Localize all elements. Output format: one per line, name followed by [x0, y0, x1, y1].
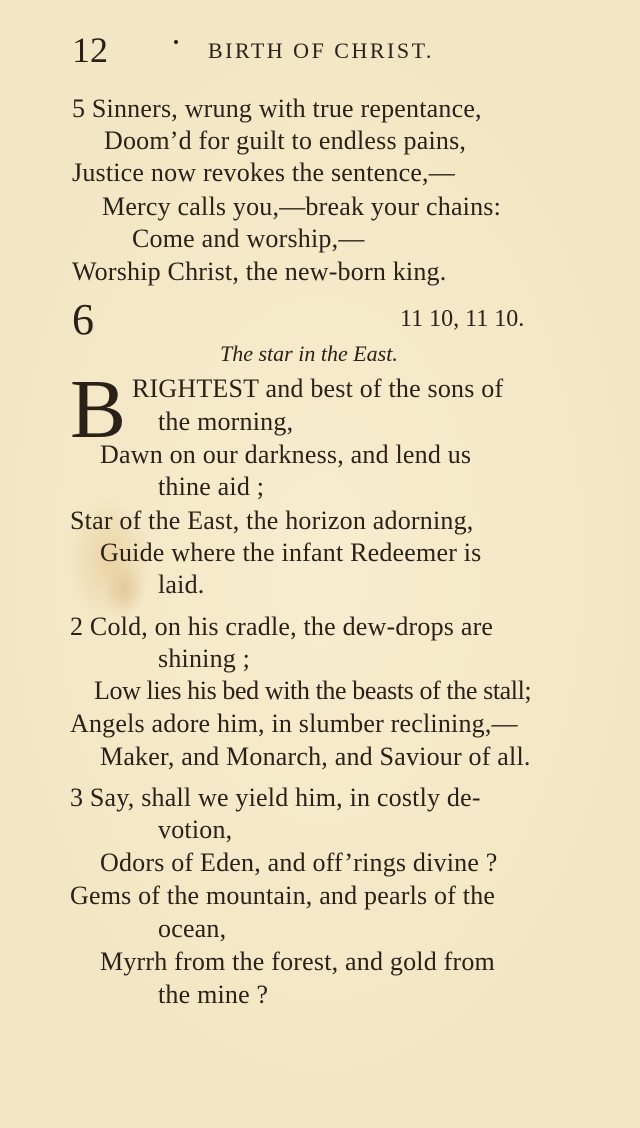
- stanza-1-line: Star of the East, the horizon adorning,: [70, 506, 474, 535]
- page-number: 12: [72, 30, 108, 70]
- hymn-subtitle: The star in the East.: [220, 341, 398, 366]
- prev-hymn-line: Come and worship,—: [132, 224, 365, 253]
- stanza-2-line: Low lies his bed with the beasts of the stall;: [94, 676, 532, 705]
- prev-hymn-line: Worship Christ, the new-born king.: [72, 257, 447, 286]
- stanza-3-line: Odors of Eden, and off’rings divine ?: [100, 848, 498, 877]
- hymn-number: 6: [72, 295, 94, 344]
- stanza-3-line: ocean,: [158, 914, 227, 943]
- stanza-3-line: Myrrh from the forest, and gold from: [100, 947, 495, 976]
- stanza-1-line: the morning,: [158, 407, 294, 436]
- stanza-2-line: 2 Cold, on his cradle, the dew-drops are: [70, 612, 494, 641]
- stanza-3-line: the mine ?: [158, 980, 269, 1009]
- stanza-1-line: Dawn on our darkness, and lend us: [100, 440, 472, 469]
- prev-hymn-line: Mercy calls you,—break your chains:: [102, 192, 502, 221]
- stanza-3-line: Gems of the mountain, and pearls of the: [70, 881, 496, 910]
- running-head: BIRTH OF CHRIST.: [208, 38, 434, 63]
- drop-cap-letter: B: [70, 363, 127, 456]
- stanza-1-line: thine aid ;: [158, 472, 265, 501]
- stanza-1-line: RIGHTEST and best of the sons of: [132, 374, 504, 403]
- stanza-2-line: Angels adore him, in slumber reclining,—: [70, 709, 518, 738]
- prev-hymn-line: 5 Sinners, wrung with true repentance,: [72, 94, 482, 123]
- stanza-1-line: laid.: [158, 570, 205, 599]
- stanza-1-line: Guide where the infant Redeemer is: [100, 538, 482, 567]
- stanza-2-line: shining ;: [158, 644, 251, 673]
- hymn-meter: 11 10, 11 10.: [400, 306, 525, 332]
- stanza-3-line: 3 Say, shall we yield him, in costly de-: [70, 783, 481, 812]
- stanza-3-line: votion,: [158, 815, 233, 844]
- prev-hymn-line: Justice now revokes the sentence,—: [72, 158, 455, 187]
- prev-hymn-line: Doom’d for guilt to endless pains,: [104, 126, 467, 155]
- header-dot-mark: [174, 40, 178, 44]
- stanza-2-line: Maker, and Monarch, and Saviour of all.: [100, 742, 531, 771]
